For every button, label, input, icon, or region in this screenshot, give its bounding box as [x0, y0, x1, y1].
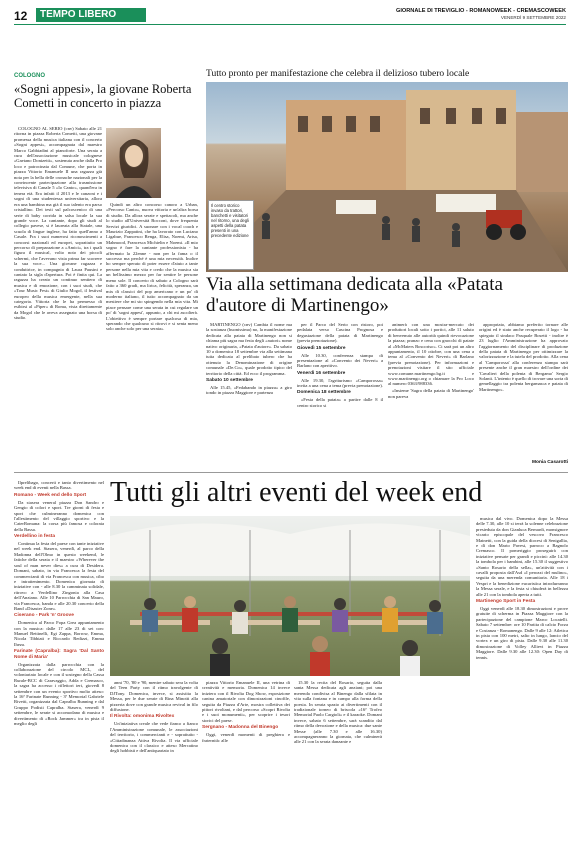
article2-headline: Via alla settimana dedicata alla «Patata d'autore di Martinengo» [206, 274, 503, 316]
article3-crowd-photo [110, 516, 470, 676]
event-farinate: Farinate (Capralba): Sagra 'Dal Santo Nome di Maria' [14, 649, 104, 660]
article2-column-2: per il Parco del Serio con ristoro, poi pedalata verso Cascina Prognosa e degustazione della patata di Martinengo (previa prenotazione). Giovedì 15 settembre Alle 10.30, conferenza stampa di presentazione al «Convento dei Neveri» a Barlano con aperitivo. Venerdì 16 settembre Alle 19.30, l'agriturismo «Camporossa» invita a una cena a tema (previa prenotazione). Domenica 18 settembre «Festa della patata» a partire dalle 8 il centro storico si [297, 322, 383, 408]
article2-day-sunday: Domenica 18 settembre [297, 390, 351, 396]
article3-column-3: piazza Vittorio Emanuele II, una vetrina di creatività e memoria. Domenica 14 invece iniziera con il Rivolta Dog Show, esposizione canina amatoriale con dimostrazioni cinofile, seguita da Piazza d'Arte, mostra collettiva dei pittori rivoltani, e dal percorso «Scopri Rivolta e i suoi monumenti», per scoprire i tesori storici del paese. Sergnano - Madonna del Binengo Oggi, venerdì momenti di preghiera e fraternità: alle [202, 680, 290, 743]
event-sergnano: Sergnano - Madonna del Binengo [202, 725, 279, 731]
publication-name: GIORNALE DI TREVIGLIO - ROMANOWEEK - CREMASCOWEEK [396, 8, 566, 14]
article1-column-2: Quindi un altro concorso canoro a Urban, «Percorso Canto», nuova vittoria e un'altra borsa di studio. Da allora serate e spettacoli, ma anche lo studio all'Università Bocconi, dove frequenta Servizi giuridici. A suonare con i vocal coach e Maurizio Zappatini, che ha lavorato con Luciano Ligabue, Francesco Renga, Elisa, Noemi, Arisa, Mahmood, Francesca Michielin e Noemi. «Il mio sogno è fare la cantante professionista - ha affermato la 22enne - non per la fama o il successo ma perché è una mia necessità. Inoltre ho sempre sperato di poter essere d'aiuto a tante persone nella mia vita e credo che la musica sia un bellissimo mezzo per far sentire le persone meno sole. Il concerto di sabato a Cologno sarà fatto a 360 gradi, ma lirica, felicità, speranza, un mix di classici del pop americano e un po' di moderno italiano, il tutto accompagnato da un mestiere che mi sto spingendo nella mia vita. Mi piace pensare come una serata in cui regalare un po' di 'sogni appesi', appunto, a chi mi ascolterà. L'obiettivo è sempre portare qualcosa di mia, sperando che qualcuno si ritrovi e si senta meno solo anche solo per una serata». [106, 202, 198, 332]
event-martinengo-sport: Martinengo Sport in Festa [476, 599, 536, 605]
event-rivolta: Il Rivolta: omonima Rivoltex [110, 714, 175, 720]
article2-day-saturday: Sabato 10 settembre [206, 378, 253, 384]
article2-signature: Monia Casarotti [532, 460, 568, 465]
article2-photo-caption: Il centro storico invaso da trattori, banchetti e visitatori nel ritorno, una degli aspetti della patata presenti in una precedente edizione [208, 200, 254, 270]
section-title: TEMPO LIBERO [36, 8, 146, 22]
publication-date: VENERDÌ 9 SETTEMBRE 2022 [500, 15, 566, 20]
page-number: 12 [14, 9, 28, 23]
article2-top-title: Tutto pronto per manifestazione che celebra il delizioso tubero locale [206, 69, 470, 79]
article2-day-thursday: Giovedì 15 settembre [297, 345, 346, 351]
article3-column-1: Ilprelibago, concerti e tanto divertimento nel week end di eventi nella Bassa. Romano - Week end dello Sport Da stasera veneral piazza Don Sandro e Gengio di colori e sport. Tre giorni di festa e sport che culmineranno domenica con l'allestimento del villaggio sportivo e la CaterRomana: la corsa più famosa e colorata della Bassa. Verdellino in festa Continua la festa del paese con tante iniziative nel week end. Stasera, venerdì, al parco della Madonna dell'Olmo in questo weekend, le fatiche della serata e il maestro «Wherever the soul of man never dies» a cura di Desidera. Domani, sabato, in via Francesca la festa del commercianti di via Francesca con musica, cibo e intrattenimento. Domenica giornata di iniziative con - alle 8.30 la camminata solidale, ritrovo a Verdellino Zingonia alla Casa dell'Anziano. Alle 10 Parrocchia di San Mauro, via Francesca, banda e alle 20.30 concerto della Band «Disaster Zone». Ciserano - Park 'n' Groove Domenica al Parco Fopa Grea appuntamento con la musica: dalle 17 alle 23 di set con: Manuel Bettinelli, Egi Zappa, Borrow, Emma, Nicola Tibbiati e Riccardo Redizzi, Emma Iheza. Farinate (Capralba): Sagra 'Dal Santo Nome di Maria' Organizzata dalla parrocchia con la collaborazione del circolo MCL, del volontariato locale e con il sostegno della Cassa Rurale-BCC di Caravaggio, Adda e Cremasco, la sagra ha accesso i riflettori ieri, giovedì 8 settembre con un evento sportivo molto atteso: la 16ª Farinate Running - 3ª Memorial Gabriele Rivetti, organizzata dal Capralba Running e dal Gruppo Podisti Capralba. Stasera, venerdì 9 settembre, le serate si accomodano di musica e divertimento di «Rock Jammer» tra in pista il meglio degli [14, 480, 104, 727]
article3-column-5: musica dal vivo. Domenica dopo la Messa delle 7.30, alle 10 si terrà la solenne celebrazione presieduta da don Gianluca Bernardi, monsignore vicario episcopale del vescovo Francesco Mainetti, con la guida della diocesi di Senigallia, e dì don Mario Pavesi, parroco a Bagnolo Cremasco. Il pomeriggio proseguirà con iniziative pensate per grandi e piccini: alle 14.30 la tombola per i bambini, alle 15.30 il suggestivo «Santo Rosario della sella», un'attività con i cavalli proposta dall'Asd «I perozzi del mulino», seguita da una merenda comunitaria. Alle 18 i Vespri e la benedizione eucaristica introdurranno la Messa serale, e la festa si chiuderà in bellezza alle 21 con la tombola aperta a tutti. Martinengo Sport in Festa Oggi venerdì alle 18.30 dimostrazioni e prove gratuite di scherma in Piazza Maggiore con la partecipazione del campione Marco Locatelli. Sabato 7 settembre: ore 10 Partita di calcio Forza e Costanza - Romanengo. Dalle 9 alle 12: Atletica in pista con 100 metri, salto in lungo, lancio del vortex e un giro di pista. Dalle 9.30 alle 11.30 dimostrazione di Volley Allievi in Piazza Maggiore. Dalle 9.30 alle 12.30: Open Day di tennis. [476, 516, 568, 660]
header-rule [14, 24, 566, 25]
article2-column-1: MARTINENGO (cnv) Cambia il nome ma la sostanza (buonissima) no, la manifestazione dedicata alla patata di Martinengo non si chiama più sagra ma festa degli «autori» nome nativo originaria, «Patata d'autore». Da sabato 10 a domenica 18 settembre via alla settimana tutta dedicata al prelibato tubero che ha ottenuto la Denominazione di origine comunale «De.Co», quale prodotto tipico del territorio della città. Ed ecco il programma. Sabato 10 settembre Alle 15.45, «Fedabando in piazza» a giro tondo in piazza Maggiore e partenza [206, 322, 292, 396]
article1-column-1: COLOGNO AL SERIO (cnv) Sabato alle 21 ritorna in piazza Roberta Cometti, una giovane promessa della musica italiana con il concerto «Sogni appesi», accompagnata dal maestro Marco Gabbiadini al pianoforte. Una serata a cura dell'associazione musicale colognese «Gaetano Donizetti», sostenuta anche dalla Pro loco e patrocinata dal Comune, che porta in piazza Vittorio Emanuele II una ragazza già nota per la bella delle cronache nazionali per la convincente partecipazione alla trasmissione televisiva di Canale 5 «Io Canto», quand'era in tenera età. Era infatti il 2013 e le canzoni e i sogni di una studentessa universitaria, allora era una bambina ma già il suo talento era parso cristallino. Dei testi sul palcoscenico di una serie di baby corrida in salsa locale la sua grande voce. La cantante, dopo gli studi al collegio pavese, si è laureata alla Statale, una scuola di lingue inglese, ha fatto quell'anno a Casale. Fra i suoi numerosi riconoscimenti a concorsi nazionali ed europei, soprattutto un percorso di preparazione a «Amici», tra i quali figura il musical, volto noto dei piccoli schermi, che l'avevano vista prima far scorrere la sua voce... Una giovane ragazza e conduttrice, in compagnia di Laura Pausini e cantato la sigla d'apertura. Poi è finita qui. La ragazza ha creato un continuo sentiero di musica e di emozione, con i suoi studi, che «Tour Music Fest» di Giulio Mogol, il festival europeo della musica emergente, nella sua categoria. Vittoria che le ha permesso di esibirsi al «Piper» di Roma, vista direttamente da Mogol che le aveva assegnato una borsa di studio. [14, 126, 102, 321]
article2-main-photo [206, 82, 568, 272]
article2-column-4: appropriato, abbiamo preferito tornare alle origini ed è stato anche recuperato il logo - ha spiegato il sindaco Pasquale Bosetti - inoltre è 23 luglio l'Amministrazione ha approvato l'aggiornamento del disciplinare di produzione della patata di Martinengo per ottimizzare la valorizzazione e la tutela del prodotto. Alla cena al 'Camporossa' alla conferenza stampa sarà presente anche il gran maestro dell'ordine dei 'Cavalieri della polenta di Bergamo' Sergio Solanti. L'intento è quello di trovare una sorta di gemellaggio tra polenta bergamasca e patata di Martinengo». [479, 322, 568, 392]
section-divider [14, 472, 568, 473]
article1-headline: «Sogni appesi», la giovane Roberta Cometti in concerto in piazza [14, 82, 192, 110]
article3-column-2: anni '70, '80 e '90, mentre sabato sera la volta del Teen Party con il ritmo travolgente di DJTony. Domenica, invece, si assistita la Messa, per le due serate di Rina Minotti alla pizzeria dove con grande musica revival in filo diffusione. Il Rivolta: omonima Rivoltex Un'iniziativa creale che vede fianco a fianco l'Amministrazione comunale, le associazioni del territorio, i commercianti e - soprattutto - «Cittadinanza Attiva Rivolta. Il via ufficiale domenica con il classico e atteso Mercatino degli hobbisti e dell'antiquariato in [110, 680, 198, 754]
article3-column-4: 15.30 la recita del Rosario, seguita dalla santa Messa dedicata agli anziani; poi una merenda condivisa al Binengo dalla sfilata in vita sulla fontana e in campo alla forma della poesia. In serata spazio ai divertimenti con il tradizionale torneo di briscola «16ª Trofeo Memorial Paolo Cargioli» e il karaoke. Domani invece, sabato 6 settembre, sarà scandito dal ritmo della devozione e della musica: due sante Messe (alle 7.30 e alle 16.30) accompagneranno la giornata, che culminerà alle 21 con la serata danzante e [294, 680, 382, 745]
event-romano: Romano - Week end dello Sport [14, 492, 87, 498]
event-ciserano: Ciserano - Park 'n' Groove [14, 613, 74, 619]
event-verdellino: Verdellino in festa [14, 534, 56, 540]
article2-day-friday: Venerdì 16 settembre [297, 370, 346, 376]
article2-column-3: animerà con una mostra-mercato dei produttori locali sotto i portici, alle 11 saluto di benvenuto alle autorità quindi rievocazione la piazza; pranzo e cena con gnocchi di patate al «McMaters Boscoriso». Ci sarà poi un altro appuntamento, il 10 ottobre, con una cena a tema al «Convento dei Neveri» di Barlano (previa prenotazione). Per informazioni e prenotazioni visitare il sito ufficiale www.comune.martinengo.bg.it e www.martinengo.org o chiamare la Pro Loco al numero 0363/988336. «Insieme 'Sagra della patata di Martinengo' non pareva [388, 322, 474, 399]
article3-headline: Tutti gli altri eventi del week end [110, 477, 483, 508]
article1-kicker: COLOGNO [14, 73, 45, 79]
article1-portrait-photo [106, 128, 161, 198]
